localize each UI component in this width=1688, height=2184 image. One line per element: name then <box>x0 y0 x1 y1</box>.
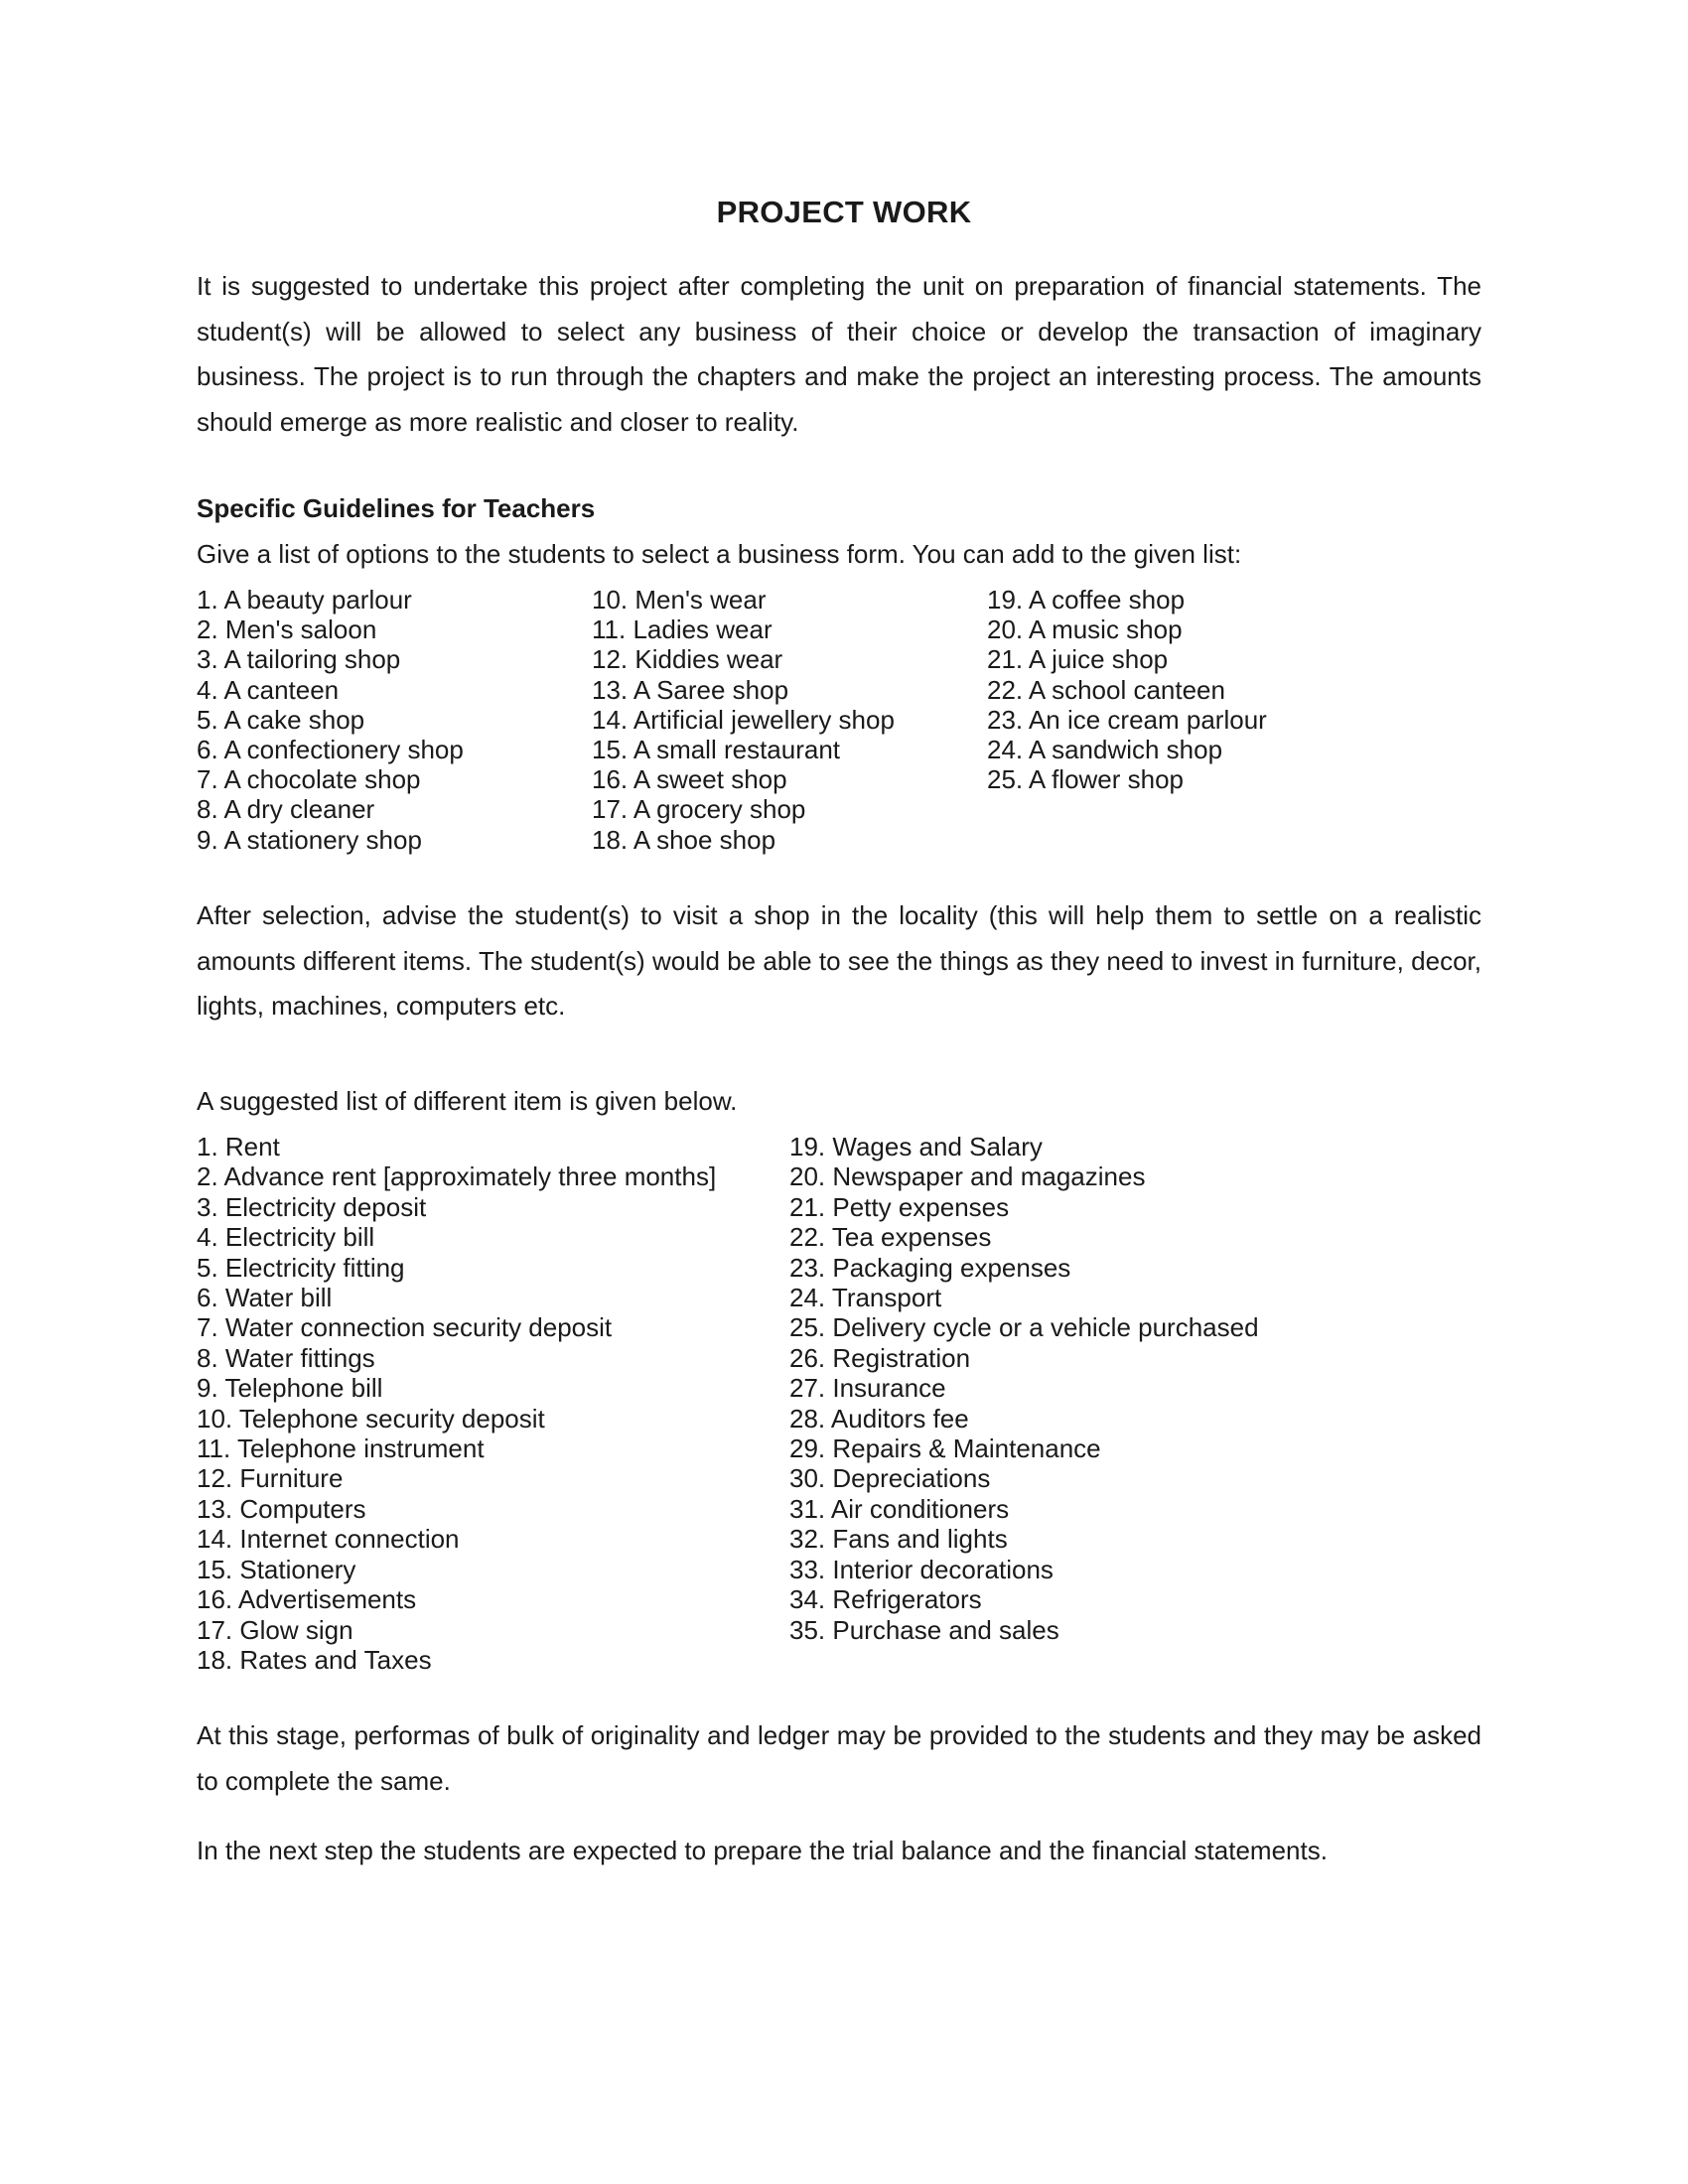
list-item: 28. Auditors fee <box>789 1403 969 1433</box>
business-options-col3 <box>987 585 1267 794</box>
list-item: 12. Furniture <box>197 1463 344 1494</box>
list-item: 2. Men's saloon <box>197 614 377 645</box>
list-item: 2. Advance rent [approximately three months] <box>197 1161 717 1192</box>
list-item: 23. An ice cream parlour <box>987 704 1267 735</box>
list-item: 3. A tailoring shop <box>197 644 401 675</box>
list-item: 15. Stationery <box>197 1554 356 1584</box>
guidelines-heading: Specific Guidelines for Teachers <box>197 493 596 523</box>
list-item: 21. Petty expenses <box>789 1191 1010 1222</box>
next-step-paragraph: In the next step the students are expected to prepare the trial balance and the financial statements. <box>197 1836 1328 1865</box>
list-item: 20. A music shop <box>987 614 1183 645</box>
list-item: 23. Packaging expenses <box>789 1252 1071 1283</box>
list-item: 33. Interior decorations <box>789 1554 1054 1584</box>
items-intro: A suggested list of different item is given below. <box>197 1086 738 1116</box>
list-item: 11. Telephone instrument <box>197 1433 485 1464</box>
list-item: 34. Refrigerators <box>789 1584 982 1615</box>
list-item: 18. Rates and Taxes <box>197 1644 432 1675</box>
list-item: 17. Glow sign <box>197 1614 353 1645</box>
list-item: 8. Water fittings <box>197 1342 375 1373</box>
after-selection-paragraph: After selection, advise the student(s) to visit a shop in the locality (this will help them to settle on a realistic amounts different items. The student(s) would be able to see the things as they need to invest in furniture, decor, lights, machines, computers etc. <box>197 900 1481 1021</box>
business-options-col1 <box>197 585 464 855</box>
list-item: 29. Repairs & Maintenance <box>789 1433 1101 1464</box>
list-item: 31. Air conditioners <box>789 1493 1010 1524</box>
list-item: 24. A sandwich shop <box>987 735 1223 765</box>
stage-paragraph: At this stage, performas of bulk of originality and ledger may be provided to the students and they may be asked to complete the same. <box>197 1720 1481 1796</box>
list-item: 24. Transport <box>789 1283 942 1313</box>
list-item: 9. A stationery shop <box>197 824 422 855</box>
list-item: 22. Tea expenses <box>789 1222 992 1253</box>
list-item: 9. Telephone bill <box>197 1373 383 1404</box>
business-options-col2 <box>592 585 895 855</box>
list-item: 35. Purchase and sales <box>789 1614 1059 1645</box>
list-item: 20. Newspaper and magazines <box>789 1161 1146 1192</box>
list-item: 7. Water connection security deposit <box>197 1312 613 1343</box>
list-item: 1. Rent <box>197 1132 280 1161</box>
list-item: 18. A shoe shop <box>592 824 776 855</box>
list-item: 21. A juice shop <box>987 644 1169 675</box>
list-item: 10. Telephone security deposit <box>197 1403 545 1433</box>
list-item: 4. A canteen <box>197 674 340 705</box>
list-item: 6. A confectionery shop <box>197 735 464 765</box>
list-item: 5. Electricity fitting <box>197 1252 405 1283</box>
list-item: 15. A small restaurant <box>592 735 841 765</box>
list-item: 30. Depreciations <box>789 1463 991 1494</box>
list-item: 3. Electricity deposit <box>197 1191 427 1222</box>
list-item: 7. A chocolate shop <box>197 764 421 795</box>
list-item: 10. Men's wear <box>592 585 767 614</box>
list-item: 22. A school canteen <box>987 674 1225 705</box>
list-item: 32. Fans and lights <box>789 1524 1008 1555</box>
list-item: 1. A beauty parlour <box>197 585 412 614</box>
list-item: 17. A grocery shop <box>592 794 806 825</box>
list-item: 8. A dry cleaner <box>197 794 375 825</box>
list-item: 25. Delivery cycle or a vehicle purchased <box>789 1312 1259 1343</box>
list-item: 14. Artificial jewellery shop <box>592 704 895 735</box>
list-item: 19. A coffee shop <box>987 585 1186 614</box>
list-item: 11. Ladies wear <box>592 614 773 645</box>
list-item: 25. A flower shop <box>987 764 1185 795</box>
list-item: 5. A cake shop <box>197 704 365 735</box>
page-title: PROJECT WORK <box>716 195 972 229</box>
list-item: 13. Computers <box>197 1493 366 1524</box>
intro-paragraph: It is suggested to undertake this project after completing the unit on preparation of financial statements. The student(s) will be allowed to select any business of their choice or develop the transaction of imaginary business. The project is to run through the chapters and make the project an interesting process. The amounts should emerge as more realistic and closer to reality. <box>197 271 1481 437</box>
options-intro: Give a list of options to the students to select a business form. You can add to the given list: <box>197 539 1242 569</box>
list-item: 6. Water bill <box>197 1283 333 1313</box>
items-col1 <box>197 1132 716 1675</box>
list-item: 19. Wages and Salary <box>789 1132 1043 1161</box>
list-item: 16. Advertisements <box>197 1584 417 1615</box>
list-item: 4. Electricity bill <box>197 1222 375 1253</box>
list-item: 13. A Saree shop <box>592 674 789 705</box>
list-item: 14. Internet connection <box>197 1524 460 1555</box>
list-item: 12. Kiddies wear <box>592 644 783 675</box>
list-item: 16. A sweet shop <box>592 764 787 795</box>
items-col2 <box>789 1132 1259 1645</box>
list-item: 27. Insurance <box>789 1373 946 1404</box>
list-item: 26. Registration <box>789 1342 971 1373</box>
